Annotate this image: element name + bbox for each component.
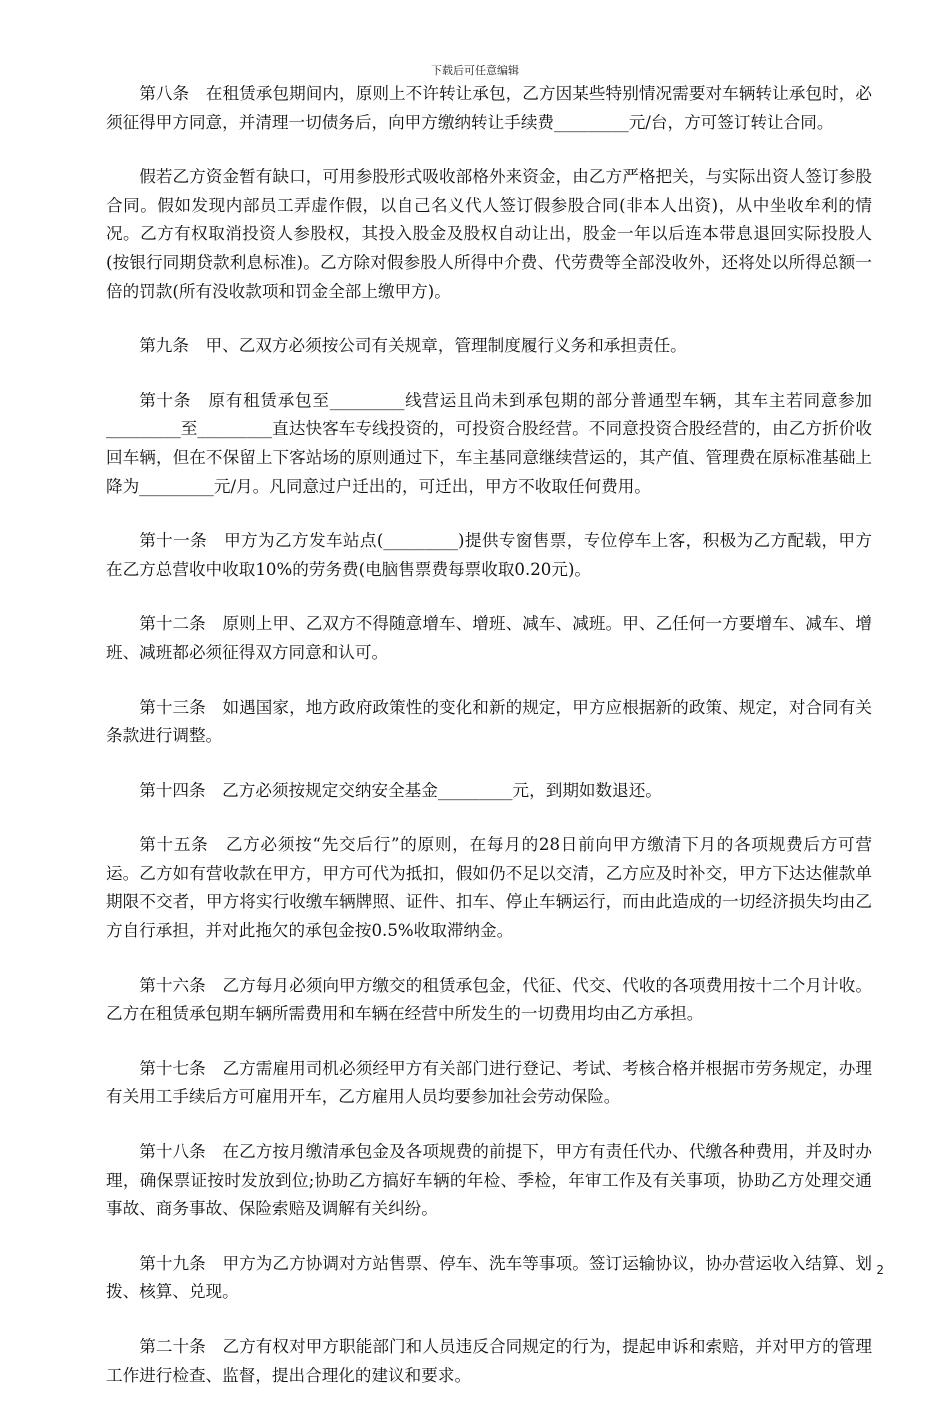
article-20: 第二十条 乙方有权对甲方职能部门和人员违反合同规定的行为，提起申诉和索赔，并对甲方的管理工作进行检查、监督，提出合理化的建议和要求。 bbox=[106, 1337, 872, 1385]
article-16: 第十六条 乙方每月必须向甲方缴交的租赁承包金，代征、代交、代收的各项费用按十二个月计收。乙方在租赁承包期车辆所需费用和车辆在经营中所发生的一切费用均由乙方承担。 bbox=[106, 975, 872, 1024]
article-10: 第十条 原有租赁承包至_________线营运且尚未到承包期的部分普通型车辆，其车主若同意参加_________至_________直达快客车专线投资的，可投资合股经营。不同意投资合股经营的，由乙方折价收回车辆，但在不保留上下客站场的原则通过下，车主基同意继续营运的，其产值、管理费在原标准基础上降为_________元/月。凡同意过户迁出的，可迁出，甲方不收取任何费用。 bbox=[106, 390, 872, 496]
page-header-note: 下载后可任意编辑 bbox=[431, 64, 519, 77]
article-9: 第九条 甲、乙双方必须按公司有关规章，管理制度履行义务和承担责任。 bbox=[139, 336, 687, 356]
document-body bbox=[106, 80, 872, 1416]
article-13: 第十三条 如遇国家，地方政府政策性的变化和新的规定，甲方应根据新的政策、规定，对合同有关条款进行调整。 bbox=[106, 697, 872, 746]
page-number: 2 bbox=[876, 1263, 884, 1277]
article-8: 第八条 在租赁承包期间内，原则上不许转让承包，乙方因某些特别情况需要对车辆转让承包时，必须征得甲方同意，并清理一切债务后，向甲方缴纳转让手续费_________元/台，方可签订转让合同。 bbox=[106, 84, 872, 132]
article-11: 第十一条 甲方为乙方发车站点(_________)提供专窗售票，专位停车上客，积极为乙方配载，甲方在乙方总营收中收取10%的劳务费(电脑售票费每票收取0.20元)。 bbox=[106, 531, 872, 579]
article-15: 第十五条 乙方必须按“先交后行”的原则，在每月的28日前向甲方缴清下月的各项规费后方可营运。乙方如有营收款在甲方，甲方可代为抵扣，假如仍不足以交清，乙方应及时补交，甲方下达达催款单期限不交者，甲方将实行收缴车辆牌照、证件、扣车、停止车辆运行，而由此造成的一切经济损失均由乙方自行承担，并对此拖欠的承包金按0.5%收取滞纳金。 bbox=[106, 835, 872, 941]
article-8-supplement: 假若乙方资金暂有缺口，可用参股形式吸收部格外来资金，由乙方严格把关，与实际出资人签订参股合同。假如发现内部员工弄虚作假，以自己名义代人签订假参股合同(非本人出资)，从中坐收牟利的情况。乙方有权取消投资人参股权，其投入股金及股权自动让出，股金一年以后连本带息退回实际投股人(按银行同期贷款利息标准)。乙方除对假参股人所得中介费、代劳费等全部没收外，还将处以所得总额一倍的罚款(所有没收款项和罚金全部上缴甲方)。 bbox=[106, 167, 872, 301]
article-17: 第十七条 乙方需雇用司机必须经甲方有关部门进行登记、考试、考核合格并根据市劳务规定，办理有关用工手续后方可雇用开车，乙方雇用人员均要参加社会劳动保险。 bbox=[106, 1058, 872, 1107]
article-19: 第十九条 甲方为乙方协调对方站售票、停车、洗车等事项。签订运输协议，协办营运收入结算、划拨、核算、兑现。 bbox=[106, 1253, 872, 1302]
article-12: 第十二条 原则上甲、乙双方不得随意增车、增班、减车、减班。甲、乙任何一方要增车、减车、增班、减班都必须征得双方同意和认可。 bbox=[106, 614, 872, 662]
article-14: 第十四条 乙方必须按规定交纳安全基金_________元，到期如数退还。 bbox=[139, 780, 662, 800]
article-18: 第十八条 在乙方按月缴清承包金及各项规费的前提下，甲方有责任代办、代缴各种费用，并及时办理，确保票证按时发放到位;协助乙方搞好车辆的年检、季检，年审工作及有关事项，协助乙方处理交通事故、商务事故、保险索赔及调解有关纠纷。 bbox=[106, 1142, 872, 1219]
